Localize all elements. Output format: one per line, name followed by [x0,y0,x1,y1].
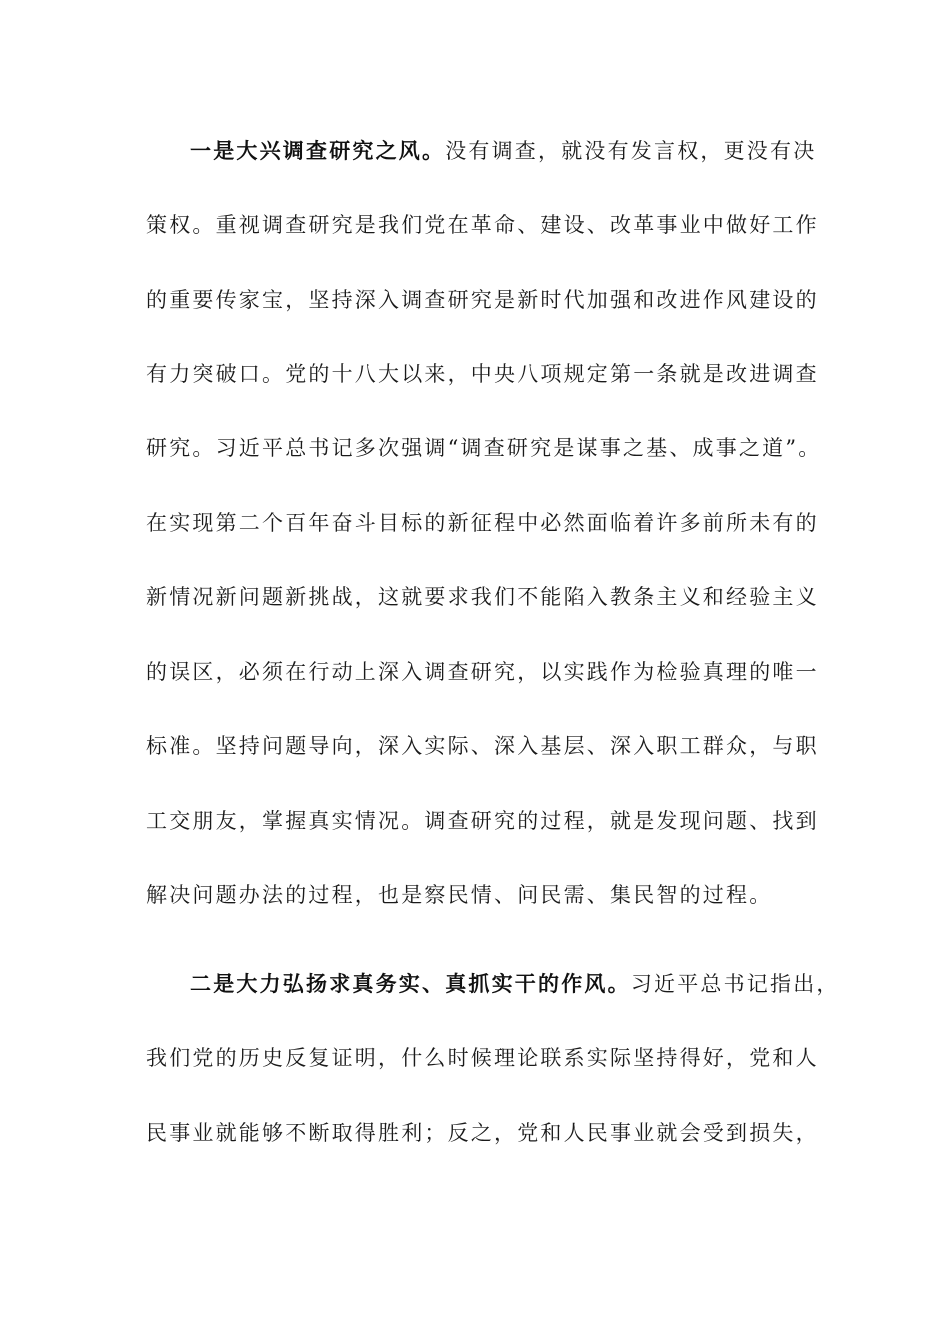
paragraph-1-line-5: 研究。习近平总书记多次强调“调查研究是谋事之基、成事之道”。 [146,436,822,460]
paragraph-1-line-6: 在实现第二个百年奋斗目标的新征程中必然面临着许多前所未有的 [146,511,819,535]
paragraph-2-line-2: 我们党的历史反复证明，什么时候理论联系实际坚持得好，党和人 [146,1046,819,1070]
paragraph-1-lead-heading: 一是大兴调查研究之风。 [190,138,446,163]
paragraph-1-line-4: 有力突破口。党的十八大以来，中央八项规定第一条就是改进调查 [146,362,819,386]
paragraph-1-line-1 [190,131,817,171]
paragraph-1-text: 没有调查，就没有发言权，更没有决 [445,139,817,163]
paragraph-2-line-1 [190,964,840,1004]
paragraph-2-line-3: 民事业就能够不断取得胜利；反之，党和人民事业就会受到损失， [146,1121,819,1145]
paragraph-2-lead-heading: 二是大力弘扬求真务实、真抓实干的作风。 [190,971,631,996]
paragraph-1-line-10: 工交朋友，掌握真实情况。调查研究的过程，就是发现问题、找到 [146,809,819,833]
paragraph-1-line-9: 标准。坚持问题导向，深入实际、深入基层、深入职工群众，与职 [146,734,819,758]
paragraph-1-line-3: 的重要传家宝，坚持深入调查研究是新时代加强和改进作风建设的 [146,288,819,312]
paragraph-1-line-7: 新情况新问题新挑战，这就要求我们不能陷入教条主义和经验主义 [146,585,819,609]
paragraph-2-text: 习近平总书记指出， [630,972,840,996]
paragraph-1-line-11: 解决问题办法的过程，也是察民情、问民需、集民智的过程。 [146,883,773,907]
paragraph-1-line-8: 的误区，必须在行动上深入调查研究，以实践作为检验真理的唯一 [146,660,819,684]
paragraph-1-line-2: 策权。重视调查研究是我们党在革命、建设、改革事业中做好工作 [146,213,819,237]
